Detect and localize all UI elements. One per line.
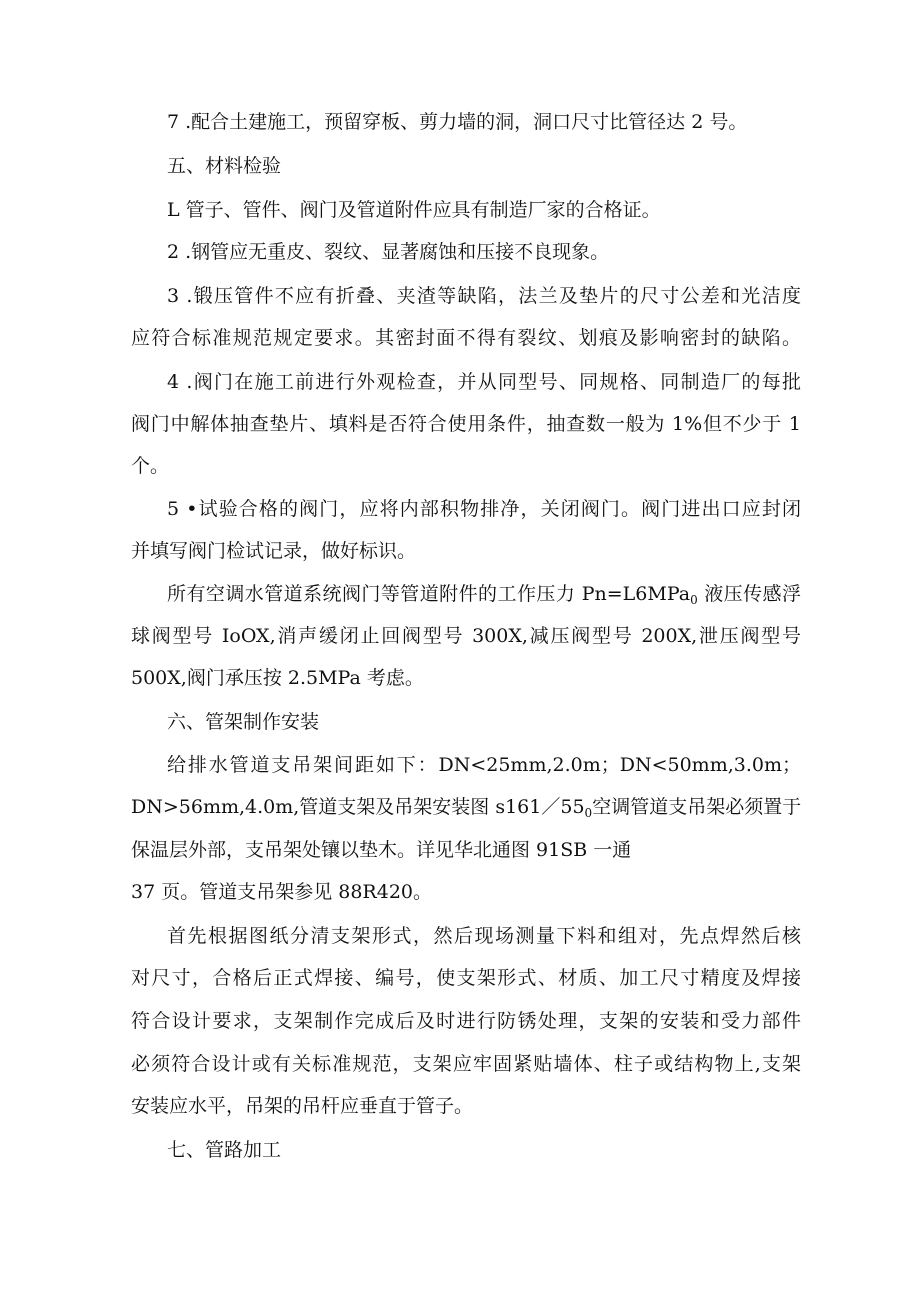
pressure-paragraph-line-3: 500X,阀门承压按 2.5MPa 考虑。 [131,667,424,689]
fabrication-line-1: 首先根据图纸分清支架形式，然后现场测量下料和组对，先点焊然后核 [167,925,801,947]
pressure-subscript: 0 [690,593,698,607]
support-spacing-line-3: 保温层外部，支吊架处镶以垫木。详见华北通图 91SB 一通 [131,839,632,861]
support-text-a: DN>56mm,4.0m,管道支架及吊架安装图 s161／55 [131,796,585,818]
fabrication-line-3: 符合设计要求，支架制作完成后及时进行防锈处理，支架的安装和受力部件 [131,1010,801,1032]
section-heading-5: 五、材料检验 [167,155,282,177]
material-item-4-line-2: 阀门中解体抽查垫片、填料是否符合使用条件，抽查数一般为 1%但不少于 1 [131,413,801,435]
material-item-5-line-1: 5 •试验合格的阀门，应将内部积物排净，关闭阀门。阀门进出口应封闭 [167,498,801,520]
support-subscript: 0 [584,806,593,820]
pressure-text-b: 液压传感浮 [697,583,801,605]
support-spacing-line-2 [131,795,801,825]
pressure-paragraph-line-2: 球阀型号 IoOX,消声缓闭止回阀型号 300X,减压阀型号 200X,泄压阀型号 [131,625,801,647]
support-spacing-line-4: 37 页。管道支吊架参见 88R420。 [131,881,433,903]
section-heading-7: 七、管路加工 [167,1139,282,1161]
pressure-paragraph-line-1 [167,582,801,612]
item-7-text: 7 .配合土建施工，预留穿板、剪力墙的洞，洞口尺寸比管径达 2 号。 [167,111,748,133]
material-item-4-line-3: 个。 [131,455,170,477]
fabrication-line-4: 必须符合设计或有关标准规范，支架应牢固紧贴墙体、柱子或结构物上,支架 [131,1053,801,1075]
support-text-b: 空调管道支吊架必须置于 [592,796,802,818]
pressure-text-a: 所有空调水管道系统阀门等管道附件的工作压力 Pn=L6MPa [167,583,691,605]
material-item-3-line-1: 3 .锻压管件不应有折叠、夹渣等缺陷，法兰及垫片的尺寸公差和光洁度 [167,285,801,307]
fabrication-line-5: 安装应水平，吊架的吊杆应垂直于管子。 [131,1095,474,1117]
material-item-2: 2 .钢管应无重皮、裂纹、显著腐蚀和压接不良现象。 [167,241,610,263]
material-item-1: L 管子、管件、阀门及管道附件应具有制造厂家的合格证。 [167,199,661,221]
material-item-4-line-1: 4 .阀门在施工前进行外观检查，并从同型号、同规格、同制造厂的每批 [167,371,801,393]
fabrication-line-2: 对尺寸，合格后正式焊接、编号，使支架形式、材质、加工尺寸精度及焊接 [131,967,801,989]
material-item-5-line-2: 并填写阀门检试记录，做好标识。 [131,540,417,562]
support-spacing-line-1: 给排水管道支吊架间距如下：DN<25mm,2.0m；DN<50mm,3.0m； [167,754,801,776]
section-heading-6: 六、管架制作安装 [167,711,320,733]
material-item-3-line-2: 应符合标准规范规定要求。其密封面不得有裂纹、划痕及影响密封的缺陷。 [131,327,801,349]
